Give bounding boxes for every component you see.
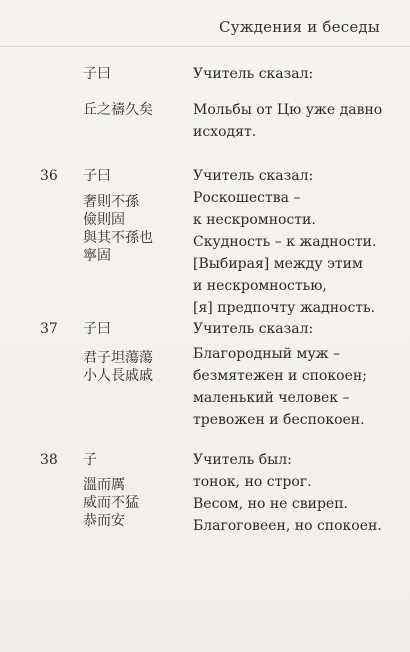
entry-36-ru-line-0: Роскошества – — [193, 190, 301, 206]
entry-36-zh-line-1: 儉則固 — [83, 212, 125, 228]
entry-36-zh-line-2: 與其不孫也 — [83, 230, 153, 246]
entry-38-ru-line-0: тонок, но строг. — [193, 474, 312, 490]
entry-38-zh-text — [83, 476, 139, 530]
entry-37-zh-line-1: 小人長戚戚 — [83, 368, 153, 384]
entry-37-zh-line-0: 君子坦蕩蕩 — [83, 350, 153, 366]
entry-36-ru-line-1: к нескромности. — [193, 212, 316, 228]
entry-36-zh-title: 子曰 — [83, 168, 111, 184]
running-head: Суждения и беседы — [219, 18, 380, 36]
entry-37-ru-text — [193, 343, 367, 431]
entry-36-ru-line-4: и нескромностью, — [193, 278, 327, 294]
entry-37-ru-line-3: тревожен и беспокоен. — [193, 412, 365, 428]
entry-0-ru-text — [193, 99, 382, 143]
entry-36-ru-line-5: [я] предпочту жадность. — [193, 300, 376, 316]
entry-0-zh-title: 子曰 — [83, 66, 111, 82]
entry-37-zh-title: 子曰 — [83, 321, 111, 337]
entry-0-zh-line-0: 丘之禱久矣 — [83, 102, 153, 118]
entry-38-ru-line-1: Весом, но не свиреп. — [193, 496, 348, 512]
entry-36-ru-title: Учитель сказал: — [193, 168, 314, 184]
entry-38-zh-title: 子 — [83, 452, 97, 468]
entry-37-ru-line-1: безмятежен и спокоен; — [193, 368, 367, 384]
entry-36-zh-line-0: 奢則不孫 — [83, 194, 139, 210]
entry-38-zh-line-1: 威而不猛 — [83, 495, 139, 511]
entry-36-ru-line-2: Скудность – к жадности. — [193, 234, 377, 250]
entry-38-zh-line-0: 溫而厲 — [83, 477, 125, 493]
entry-38-zh-line-2: 恭而安 — [83, 513, 125, 529]
entry-36-zh-text — [83, 193, 153, 265]
entry-36-number: 36 — [40, 168, 58, 184]
header-rule — [0, 46, 410, 47]
entry-37-ru-line-0: Благородный муж – — [193, 346, 341, 362]
entry-38-ru-title: Учитель был: — [193, 452, 292, 468]
entry-0-ru-line-0: Мольбы от Цю уже давно — [193, 102, 383, 118]
entry-38-ru-line-2: Благоговеен, но спокоен. — [193, 518, 382, 534]
entry-36-zh-line-3: 寧固 — [83, 248, 111, 264]
entry-37-ru-line-2: маленький человек – — [193, 390, 350, 406]
entry-36-ru-line-3: [Выбирая] между этим — [193, 256, 363, 272]
entry-36-ru-text — [193, 187, 376, 319]
entry-0-zh-text — [83, 101, 153, 119]
entry-0-ru-line-1: исходят. — [193, 124, 257, 140]
entry-38-number: 38 — [40, 452, 58, 468]
entry-37-number: 37 — [40, 321, 58, 337]
entry-0-ru-title: Учитель сказал: — [193, 66, 314, 82]
entry-38-ru-text — [193, 471, 382, 537]
entry-37-zh-text — [83, 349, 153, 385]
entry-37-ru-title: Учитель сказал: — [193, 321, 314, 337]
